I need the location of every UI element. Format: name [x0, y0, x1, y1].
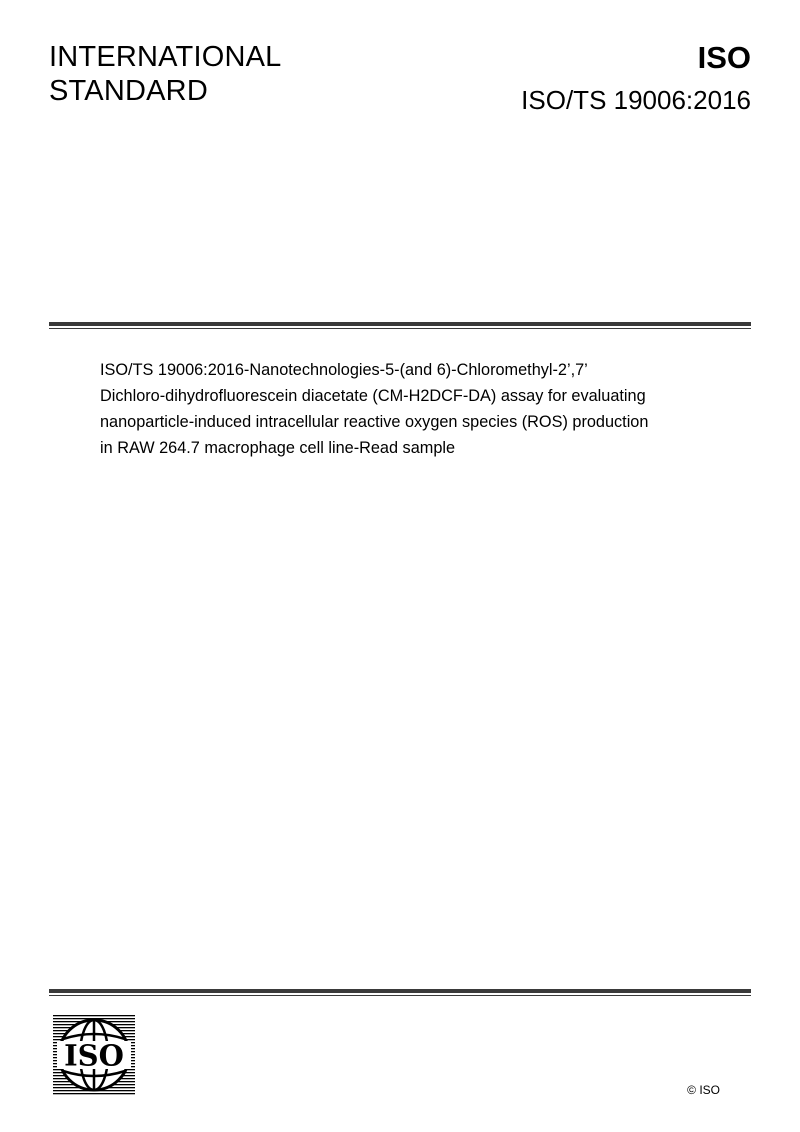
- document-title-line: ISO/TS 19006:2016-Nanotechnologies-5-(and 6)-Chloromethyl-2’,7’: [100, 361, 588, 379]
- document-reference: ISO/TS 19006:2016: [521, 85, 751, 115]
- document-type-line1: INTERNATIONAL: [49, 41, 282, 73]
- document-title-line: in RAW 264.7 macrophage cell line-Read sample: [100, 439, 456, 457]
- document-type-line2: STANDARD: [49, 75, 208, 107]
- document-title-line: nanoparticle-induced intracellular reactive oxygen species (ROS) production: [100, 413, 649, 431]
- document-title: [100, 357, 700, 461]
- document-type: [49, 40, 281, 108]
- top-divider: [49, 322, 751, 329]
- organization-label: ISO: [697, 40, 751, 75]
- iso-logo-icon: [53, 1015, 135, 1095]
- bottom-divider: [49, 989, 751, 996]
- svg-text:ISO: ISO: [64, 1038, 124, 1073]
- document-title-line: Dichloro-dihydrofluorescein diacetate (CM-H2DCF-DA) assay for evaluating: [100, 387, 646, 405]
- copyright-notice: © ISO: [687, 1083, 720, 1097]
